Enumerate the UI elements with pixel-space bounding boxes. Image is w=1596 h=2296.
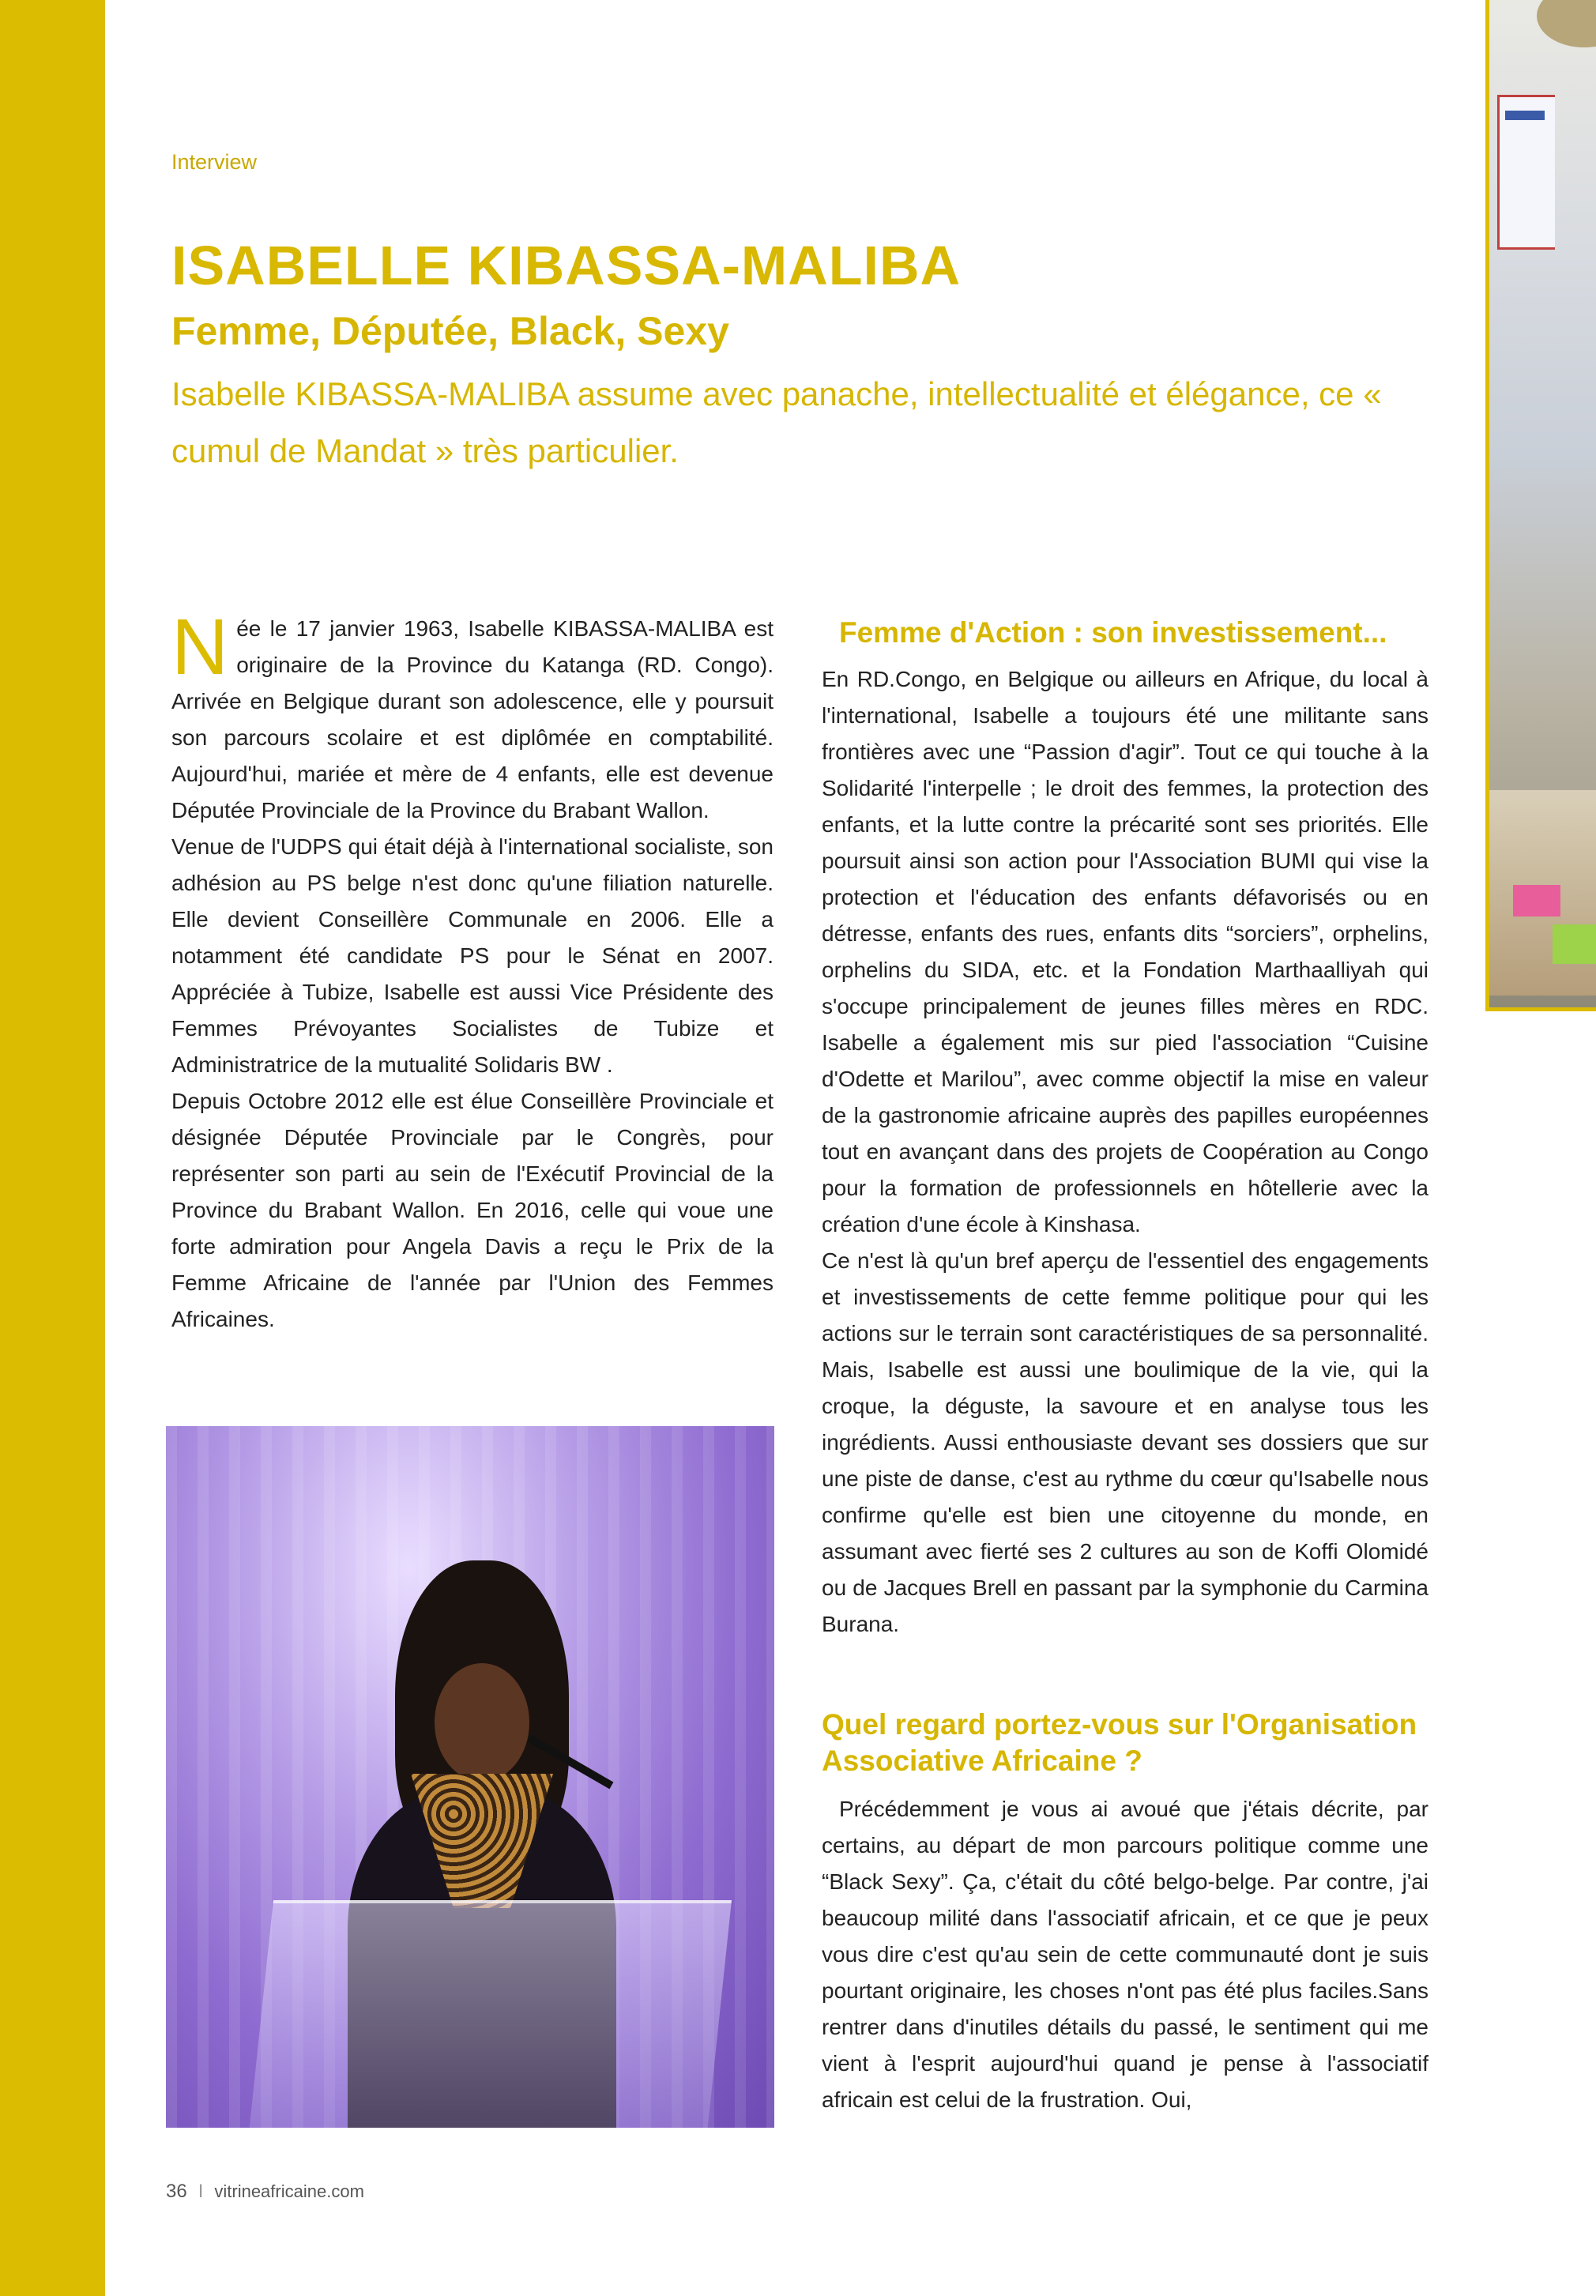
desk-item: [1513, 885, 1560, 917]
paragraph: Depuis Octobre 2012 elle est élue Conseillère Provinciale et désignée Députée Provinciale par le Congrès, pour représenter son parti au sein de l'Exécutif Provincial de la Province du Brabant Wallon. En 2016, celle qui voue une forte admiration pour Angela Davis a reçu le Prix de la Femme Africaine de l'année par l'Union des Femmes Africaines.: [171, 1089, 774, 1331]
speaker-photo: [166, 1426, 774, 2128]
section-label: Interview: [171, 150, 258, 174]
page-subtitle: Femme, Députée, Black, Sexy: [171, 309, 729, 353]
photo-figure-face: [435, 1663, 529, 1782]
desk-item: [1553, 924, 1596, 964]
paragraph: Ce n'est là qu'un bref aperçu de l'essentiel des engagements et investissements de cette femme politique pour qui les actions sur le terrain sont caractéristiques de sa personnalité. Mais, Isabelle est aussi une boulimique de la vie, qui la croque, la déguste, la savoure et en analyse tous les ingrédients. Aussi enthousiaste devant ses dossiers que sur une piste de danse, c'est au rythme du cœur qu'Isabelle nous confirme qu'elle est bien une citoyenne du monde, en assumant avec fierté ses 2 cultures au son de Koffi Olomidé ou de Jacques Brell en passant par la symphonie du Carmina Burana.: [822, 1248, 1428, 1636]
page-number: 36: [166, 2181, 187, 2202]
page-footer: [166, 2181, 364, 2203]
glass-lectern: [248, 1900, 732, 2128]
page-title: ISABELLE KIBASSA-MALIBA: [171, 235, 962, 296]
paragraph: Venue de l'UDPS qui était déjà à l'international socialiste, son adhésion au PS belge n'est donc qu'une filiation naturelle. Elle devient Conseillère Communale en 2006. Elle a notamment été candidate PS pour le Sénat en 2007. Appréciée à Tubize, Isabelle est aussi Vice Présidente des Femmes Prévoyantes Socialistes de Tubize et Administratrice de la mutualité Solidaris BW .: [171, 834, 774, 1077]
footer-site: vitrineafricaine.com: [214, 2181, 364, 2201]
paragraph: En RD.Congo, en Belgique ou ailleurs en Afrique, du local à l'international, Isabelle a toujours été une militante sans frontières avec une “Passion d'agir”. Tout ce qui touche à la Solidarité l'interpelle ; le droit des femmes, la protection des enfants, et la lutte contre la précarité sont ses priorités. Elle poursuit ainsi son action pour l'Association BUMI qui vise la protection et l'éducation des enfants défavorisés ou en détresse, enfants des rues, enfants dits “sorciers”, orphelins, orphelins du SIDA, etc. et la Fondation Marthaalliyah qui s'occupe principalement de jeunes filles mères en RDC. Isabelle a également mis sur pied l'association “Cuisine d'Odette et Marilou”, avec comme objectif la mise en valeur de la gastronomie africaine auprès des papilles européennes tout en avançant dans des projets de Coopération au Congo pour la formation de professionnels en hôtellerie avec la création d'une école à Kinshasa.: [822, 667, 1428, 1236]
article-right-column-2: [822, 1791, 1428, 2118]
wall-sign-band: [1505, 111, 1545, 120]
intro-text: Isabelle KIBASSA-MALIBA assume avec panache, intellectualité et élégance, ce « cumul de Mandat » très particulier.: [171, 375, 1382, 469]
article-right-column-1: [822, 661, 1428, 1643]
office-photo-cropped: [1485, 0, 1596, 1011]
drop-cap: N: [171, 603, 229, 691]
paragraph-text: ée le 17 janvier 1963, Isabelle KIBASSA-MALIBA est originaire de la Province du Katanga (RD. Congo). Arrivée en Belgique durant son adolescence, elle y poursuit son parcours scolaire et est diplômée en comptabilité. Aujourd'hui, mariée et mère de 4 enfants, elle est devenue Députée Provinciale de la Province du Brabant Wallon.: [171, 616, 774, 822]
section-heading-action: Femme d'Action : son investissement...: [839, 616, 1387, 649]
paragraph: Précédemment je vous ai avoué que j'étais décrite, par certains, au départ de mon parcours politique comme une “Black Sexy”. Ça, c'était du côté belgo-belge. Par contre, j'ai beaucoup milité dans l'associatif africain, et ce que je peux vous dire c'est qu'au sein de cette communauté dont je suis pourtant originaire, les choses n'ont pas été plus faciles.Sans rentrer dans d'inutiles détails du passé, le sentiment qui me vient à l'esprit aujourd'hui quand je pense à l'associatif africain est celui de la frustration. Oui,: [822, 1797, 1428, 2112]
section-heading-regard: Quel regard portez-vous sur l'Organisation Associative Africaine ?: [822, 1708, 1417, 1777]
footer-separator: I: [198, 2181, 204, 2202]
left-accent-bar: [0, 0, 105, 2296]
article-left-column: [171, 603, 774, 1338]
paragraph: [171, 603, 774, 829]
lamp-shape: [1537, 0, 1596, 47]
